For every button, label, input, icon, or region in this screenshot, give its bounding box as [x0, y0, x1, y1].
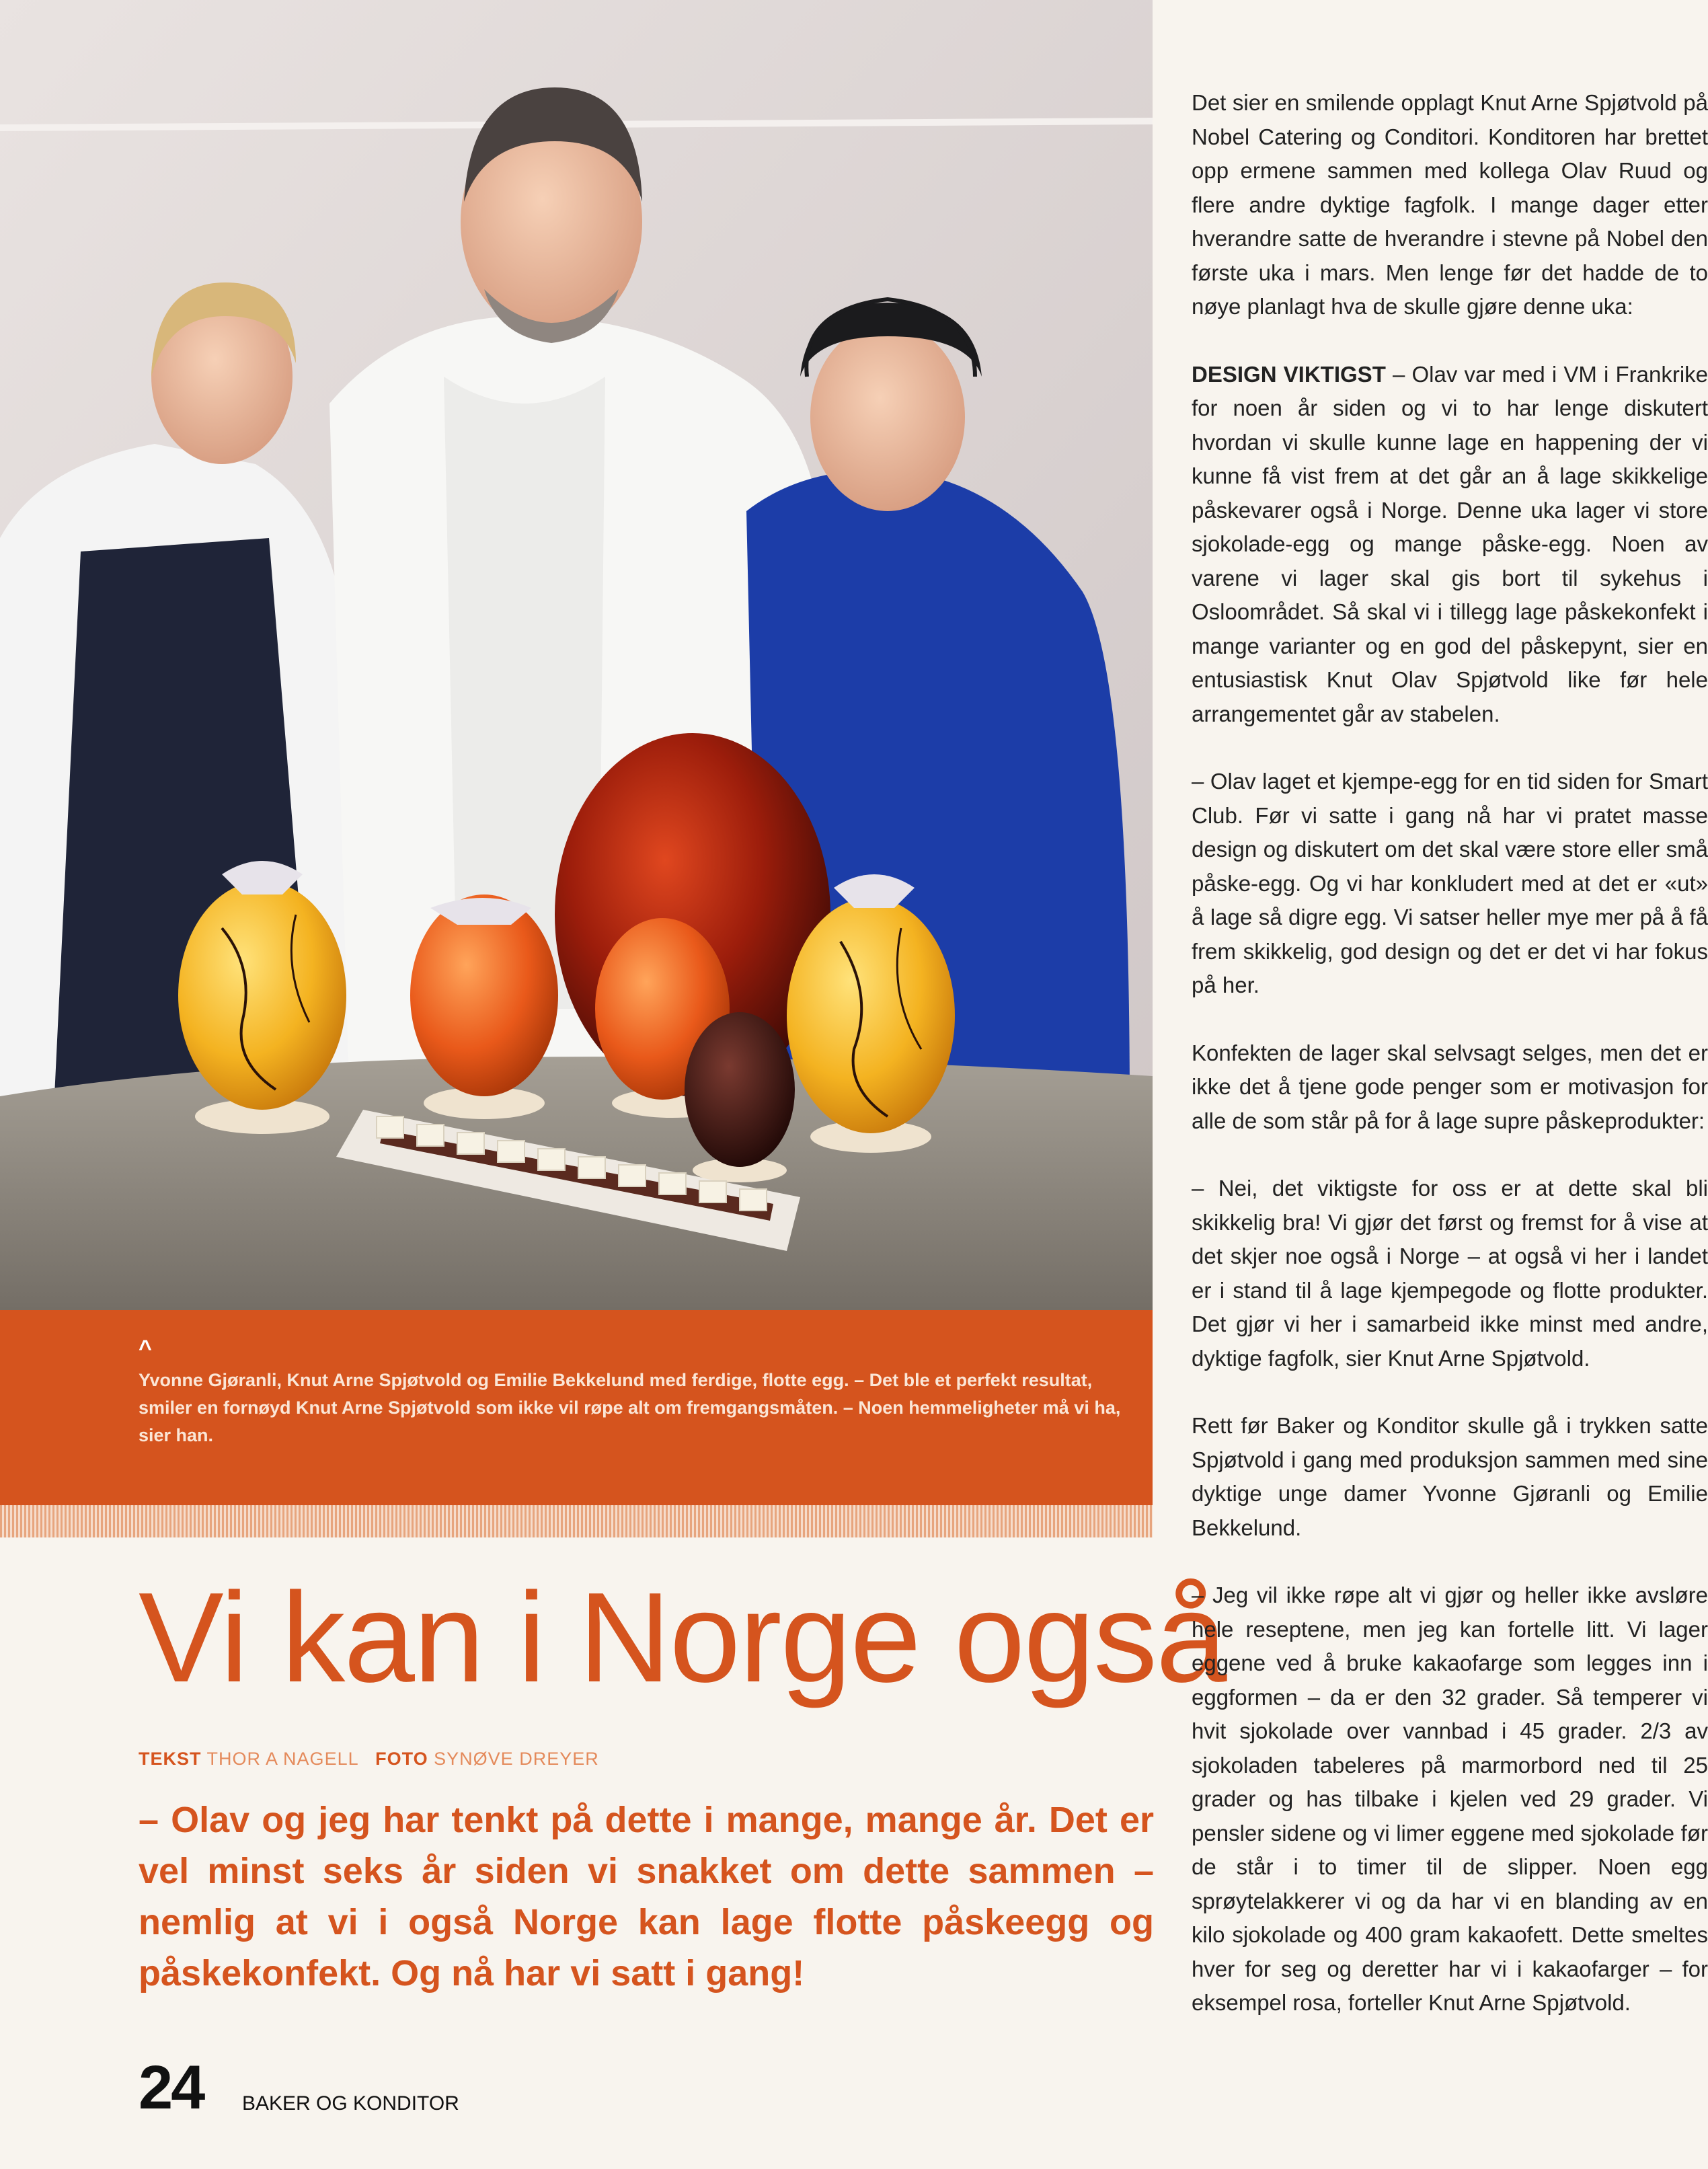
- subheading: DESIGN VIKTIGST: [1192, 361, 1386, 387]
- body-paragraph-2: [1192, 358, 1708, 732]
- decorative-stripe: [0, 1505, 1153, 1537]
- body-paragraph-4: Konfekten de lager skal selvsagt selges, men det er ikke det å tjene gode penger som er motivasjon for alle de som står på for å lage supre påskeprodukter:: [1192, 1040, 1708, 1133]
- photo-credit-label: FOTO: [375, 1749, 428, 1769]
- caret-up-icon: ^: [139, 1336, 152, 1361]
- article-headline: Vi kan i Norge også: [139, 1566, 1226, 1709]
- article-photo: [0, 0, 1153, 1310]
- body-paragraph-7: – Jeg vil ikke røpe alt vi gjør og heller ikke avsløre hele reseptene, men jeg kan fortelle litt. Vi lager eggene ved å bruke kakaofarge som legges inn i eggformen – da er den 32 grader. Så temperer vi hvit sjokolade over vannbad i 45 grader. 2/3 av sjokoladen tabeleres på marmorbord ned til 25 grader og has tilbake i kjelen ved 29 grader. Vi pensler sidene og vi limer eggene med sjokolade før de står i to timer til de slipper. Noen egg sprøytelakkerer vi og da har vi en blanding av en kilo sjokolade og 400 gram kakaofett. Dette smeltes hver for seg og deretter har vi i kakaofarger – for eksempel rosa, forteller Knut Arne Spjøtvold.: [1192, 1583, 1708, 2015]
- body-column: [1192, 86, 1708, 2054]
- page-number: 24: [139, 2053, 204, 2122]
- body-paragraph-2-text: – Olav var med i VM i Frankrike for noen år siden og vi to har lenge diskutert hvordan vi skulle kunne lage en happening der vi kunne få vist frem at det går an å lage skikkelige påskevarer også i Norge. Denne uka lager vi store sjokolade-egg og mange påske-egg. Noen av varene vi lager skal gis bort til sykehus i Osloområdet. Så skal vi i tillegg lage påskekonfekt i mange varianter og en god del påskepynt, sier en entusiastisk Knut Olav Spjøtvold like før hele arrangementet går av stabelen.: [1192, 361, 1708, 726]
- text-credit-label: TEKST: [139, 1749, 202, 1769]
- lead-paragraph: – Olav og jeg har tenkt på dette i mange, mange år. Det er vel minst seks år siden vi snakket om dette sammen – nemlig at vi i også Norge kan lage flotte påskeegg og påskekonfekt. Og nå har vi satt i gang!: [139, 1800, 1154, 1993]
- body-paragraph-5: – Nei, det viktigste for oss er at dette skal bli skikkelig bra! Vi gjør det først og fremst for å vise at det skjer noe også i Norge – at også vi her i landet er i stand til å lage kjempegode og flotte produkter. Det gjør vi her i samarbeid ikke minst med andre, dyktige fagfolk, sier Knut Arne Spjøtvold.: [1192, 1176, 1708, 1371]
- magazine-name: BAKER OG KONDITOR: [242, 2092, 459, 2115]
- body-paragraph-3: – Olav laget et kjempe-egg for en tid siden for Smart Club. Før vi satte i gang nå har vi pratet masse design og diskutert om det skal være store eller små påske-egg. Og vi har konkludert med at det er «ut» å lage så digre egg. Vi satser heller mye mer på å få frem skikkelig, god design og det er det vi har fokus på her.: [1192, 769, 1708, 997]
- byline: [139, 1749, 599, 1769]
- photo-caption: Yvonne Gjøranli, Knut Arne Spjøtvold og Emilie Bekkelund med ferdige, flotte egg. – Det ble et perfekt resultat, smiler en fornøyd Knut Arne Spjøtvold som ikke vil røpe alt om fremgangsmåten. – Noen hemmeligheter må vi ha, sier han.: [139, 1370, 1121, 1445]
- caption-band: [0, 1310, 1153, 1505]
- body-paragraph-1: Det sier en smilende opplagt Knut Arne Spjøtvold på Nobel Catering og Conditori. Konditoren har brettet opp ermene sammen med kollega Olav Ruud og flere andre dyktige fagfolk. I mange dager etter hverandre satte de hverandre i stevne på Nobel den første uka i mars. Men lenge før det hadde de to nøye planlagt hva de skulle gjøre denne uka:: [1192, 90, 1708, 319]
- photo-credit-name: SYNØVE DREYER: [434, 1749, 599, 1769]
- text-credit-name: THOR A NAGELL: [206, 1749, 358, 1769]
- body-paragraph-6: Rett før Baker og Konditor skulle gå i trykken satte Spjøtvold i gang med produksjon sammen med sine dyktige unge damer Yvonne Gjøranli og Emilie Bekkelund.: [1192, 1413, 1708, 1540]
- photo-illustration: [0, 0, 1153, 1310]
